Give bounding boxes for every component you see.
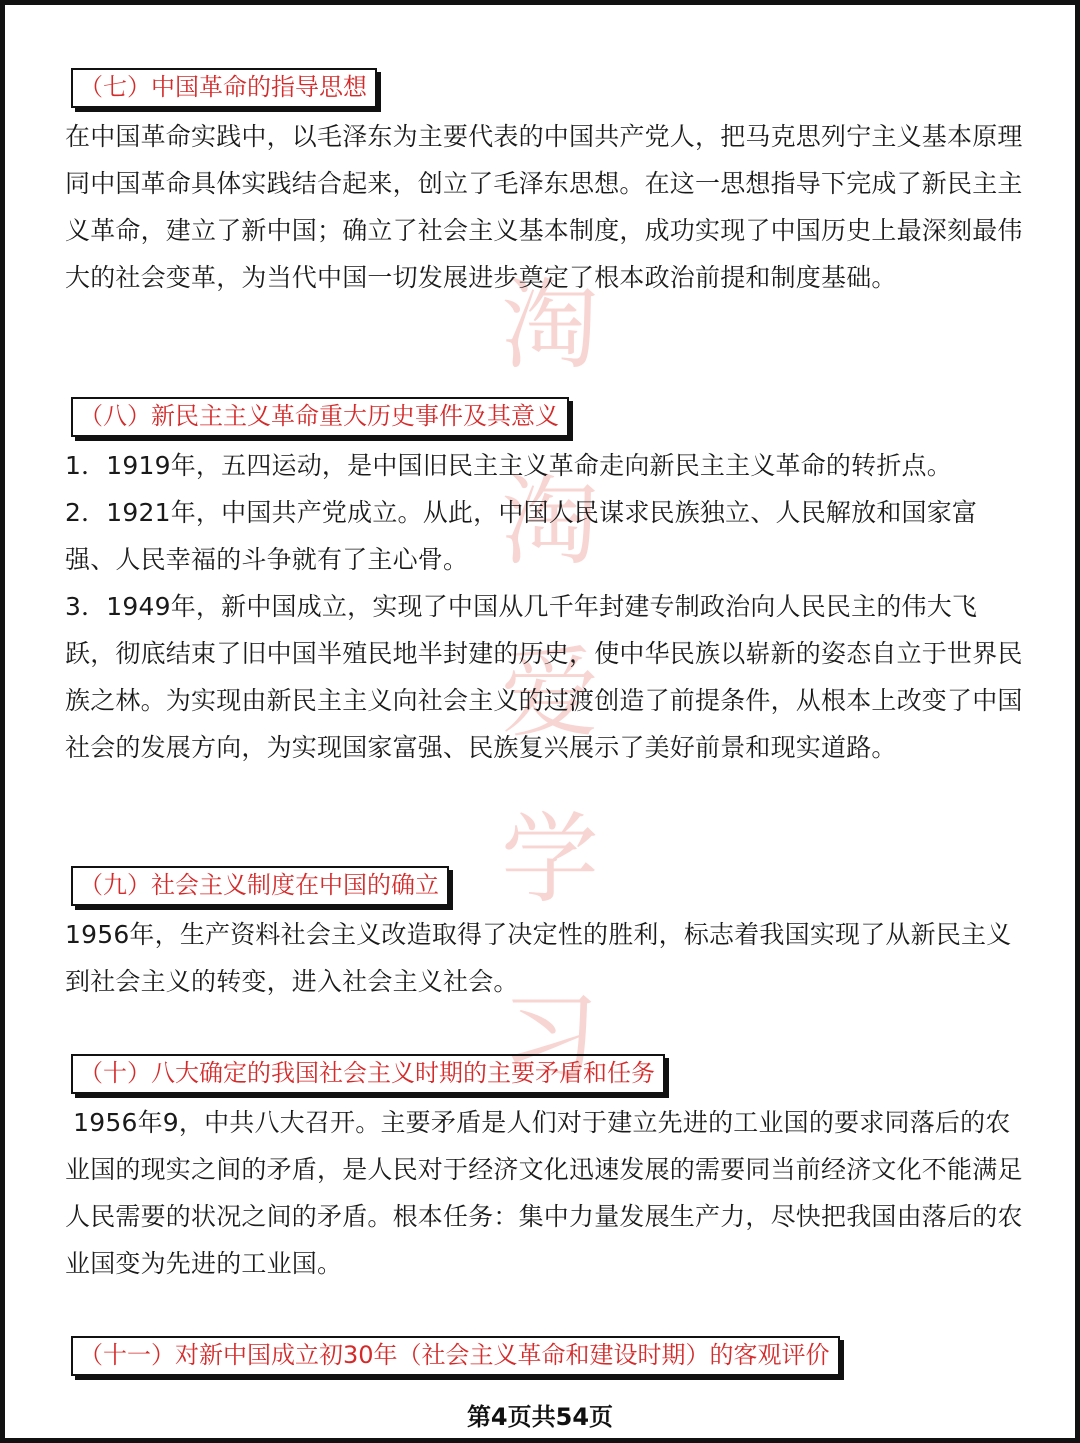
section-heading-9: （九）社会主义制度在中国的确立 <box>71 866 449 906</box>
watermark-char-3: 爱 <box>500 637 599 751</box>
page-number-footer: 第4页共54页 <box>466 1403 614 1431</box>
section-7-paragraph: 在中国革命实践中，以毛泽东为主要代表的中国共产党人，把马克思列宁主义基本原理同中国革命具体实践结合起来，创立了毛泽东思想。在这一思想指导下完成了新民主主义革命，建立了新中国；确立了社会主义基本制度，成功实现了中国历史上最深刻最伟大的社会变革，为当代中国一切发展进步奠定了根本政治前提和制度基础。 <box>65 122 1023 292</box>
watermark-char-1: 淘 <box>500 269 599 383</box>
section-8-item-1: 1．1919年，五四运动，是中国旧民主主义革命走向新民主主义革命的转折点。 <box>65 451 952 480</box>
section-heading-11: （十一）对新中国成立初30年（社会主义革命和建设时期）的客观评价 <box>71 1336 840 1376</box>
section-8-item-2: 2．1921年，中国共产党成立。从此，中国人民谋求民族独立、人民解放和国家富强、人民幸福的斗争就有了主心骨。 <box>65 498 978 574</box>
watermark-char-2: 淘 <box>500 465 599 579</box>
watermark-char-5: 习 <box>500 982 599 1096</box>
section-10-paragraph: 1956年9，中共八大召开。主要矛盾是人们对于建立先进的工业国的要求同落后的农业国的现实之间的矛盾，是人民对于经济文化迅速发展的需要同当前经济文化不能满足人民需要的状况之间的矛盾。根本任务：集中力量发展生产力，尽快把我国由落后的农业国变为先进的工业国。 <box>65 1108 1023 1278</box>
watermark-char-4: 学 <box>500 803 599 917</box>
section-heading-10: （十）八大确定的我国社会主义时期的主要矛盾和任务 <box>71 1054 665 1094</box>
section-8-item-3: 3．1949年，新中国成立，实现了中国从几千年封建专制政治向人民民主的伟大飞跃，彻底结束了旧中国半殖民地半封建的历史，使中华民族以崭新的姿态自立于世界民族之林。为实现由新民主主义向社会主义的过渡创造了前提条件，从根本上改变了中国社会的发展方向，为实现国家富强、民族复兴展示了美好前景和现实道路。 <box>65 592 1023 762</box>
section-heading-7: （七）中国革命的指导思想 <box>71 68 377 108</box>
section-9-paragraph: 1956年，生产资料社会主义改造取得了决定性的胜利，标志着我国实现了从新民主义到社会主义的转变，进入社会主义社会。 <box>65 920 1012 996</box>
section-heading-8: （八）新民主主义革命重大历史事件及其意义 <box>71 397 569 437</box>
